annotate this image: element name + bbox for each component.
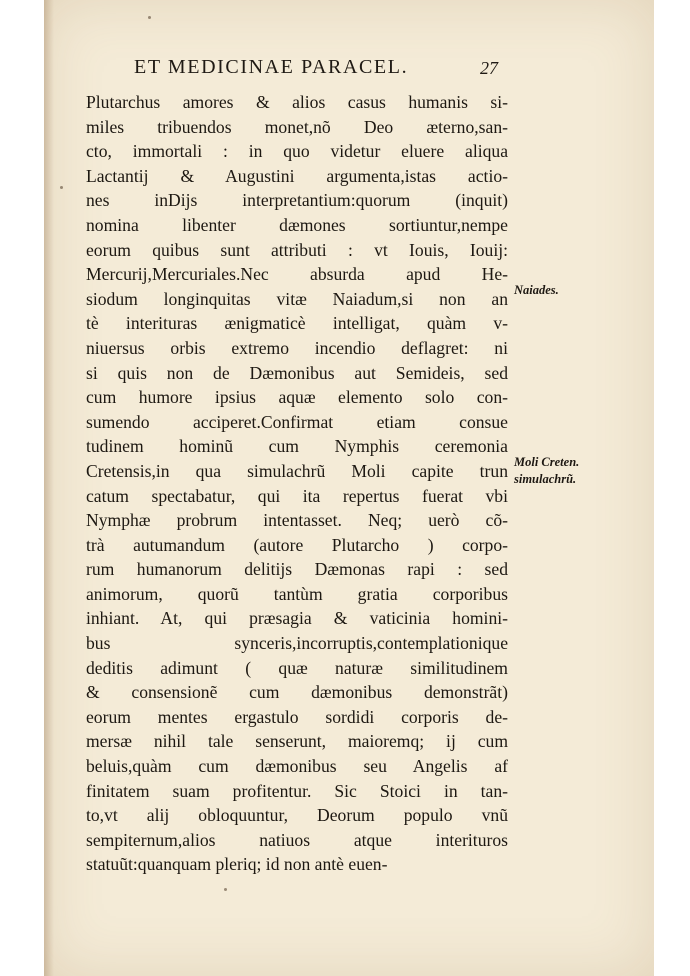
paper-speck bbox=[224, 888, 227, 891]
text-line: tè interituras ænigmaticè intelligat, quàm v- bbox=[86, 313, 508, 334]
page-gutter-shadow bbox=[44, 0, 54, 976]
text-line: deditis adimunt ( quæ naturæ similitudinem bbox=[86, 657, 508, 678]
text-line: finitatem suam profitentur. Sic Stoici in tan- bbox=[86, 780, 508, 801]
text-line: sumendo acciperet.Confirmat etiam consue bbox=[86, 411, 508, 432]
text-line: Nymphæ probrum intentasset. Neq; uerò cõ- bbox=[86, 510, 508, 531]
text-line: inhiant. At, qui præsagia & vaticinia homini- bbox=[86, 608, 508, 629]
margin-note-line: simulachrũ. bbox=[514, 472, 577, 486]
margin-note-moli-simulachrum bbox=[514, 454, 579, 488]
text-line: Lactantij & Augustini argumenta,istas actio- bbox=[86, 165, 508, 186]
text-line: animorum, quorũ tantùm gratia corporibus bbox=[86, 583, 508, 604]
text-line: niuersus orbis extremo incendio deflagret: ni bbox=[86, 337, 508, 358]
text-line: eorum quibus sunt attributi : vt Iouis, Iouij: bbox=[86, 239, 508, 260]
text-line: beluis,quàm cum dæmonibus seu Angelis af bbox=[86, 756, 508, 777]
margin-note-line: Moli Creten. bbox=[514, 455, 580, 469]
text-line: Mercurij,Mercuriales.Nec absurda apud He- bbox=[86, 264, 508, 285]
paper-speck bbox=[60, 186, 63, 189]
text-line: miles tribuendos monet,nõ Deo æterno,san- bbox=[86, 116, 508, 137]
text-line: statuũt:quanquam pleriq; id non antè euen- bbox=[86, 854, 388, 875]
text-line: to,vt alij obloquuntur, Deorum populo vnũ bbox=[86, 805, 508, 826]
body-text bbox=[86, 90, 508, 877]
text-line: cum humore ipsius aquæ elemento solo con- bbox=[86, 387, 508, 408]
text-line: rum humanorum delitijs Dæmonas rapi : sed bbox=[86, 559, 508, 580]
page-number: 27 bbox=[480, 58, 498, 78]
text-line: siodum longinquitas vitæ Naiadum,si non an bbox=[86, 288, 508, 309]
running-head: ET MEDICINAE PARACEL. bbox=[134, 56, 409, 78]
text-line: si quis non de Dæmonibus aut Semideis, sed bbox=[86, 362, 508, 383]
text-line: & consensionẽ cum dæmonibus demonstrãt) bbox=[86, 682, 508, 703]
margin-note-line: Naiades. bbox=[514, 283, 559, 297]
text-line: catum spectabatur, qui ita repertus fuerat vbi bbox=[86, 485, 508, 506]
paper-speck bbox=[148, 16, 151, 19]
text-line: tudinem hominũ cum Nymphis ceremonia bbox=[86, 436, 508, 457]
text-line: trà autumandum (autore Plutarcho ) corpo- bbox=[86, 534, 508, 555]
text-line: eorum mentes ergastulo sordidi corporis de- bbox=[86, 706, 508, 727]
text-line: sempiternum,alios natiuos atque interituros bbox=[86, 829, 508, 850]
margin-note-naiades bbox=[514, 282, 559, 299]
text-line: Cretensis,in qua simulachrũ Moli capite trun bbox=[86, 460, 508, 481]
text-line: cto, immortali : in quo videtur eluere aliqua bbox=[86, 141, 508, 162]
text-line: nomina libenter dæmones sortiuntur,nempe bbox=[86, 214, 508, 235]
text-line: bus synceris,incorruptis,contemplationique bbox=[86, 633, 508, 654]
text-line: mersæ nihil tale senserunt, maioremq; ij cum bbox=[86, 731, 508, 752]
text-line: nes inDijs interpretantium:quorum (inquit) bbox=[86, 190, 508, 211]
text-line: Plutarchus amores & alios casus humanis si- bbox=[86, 92, 508, 112]
